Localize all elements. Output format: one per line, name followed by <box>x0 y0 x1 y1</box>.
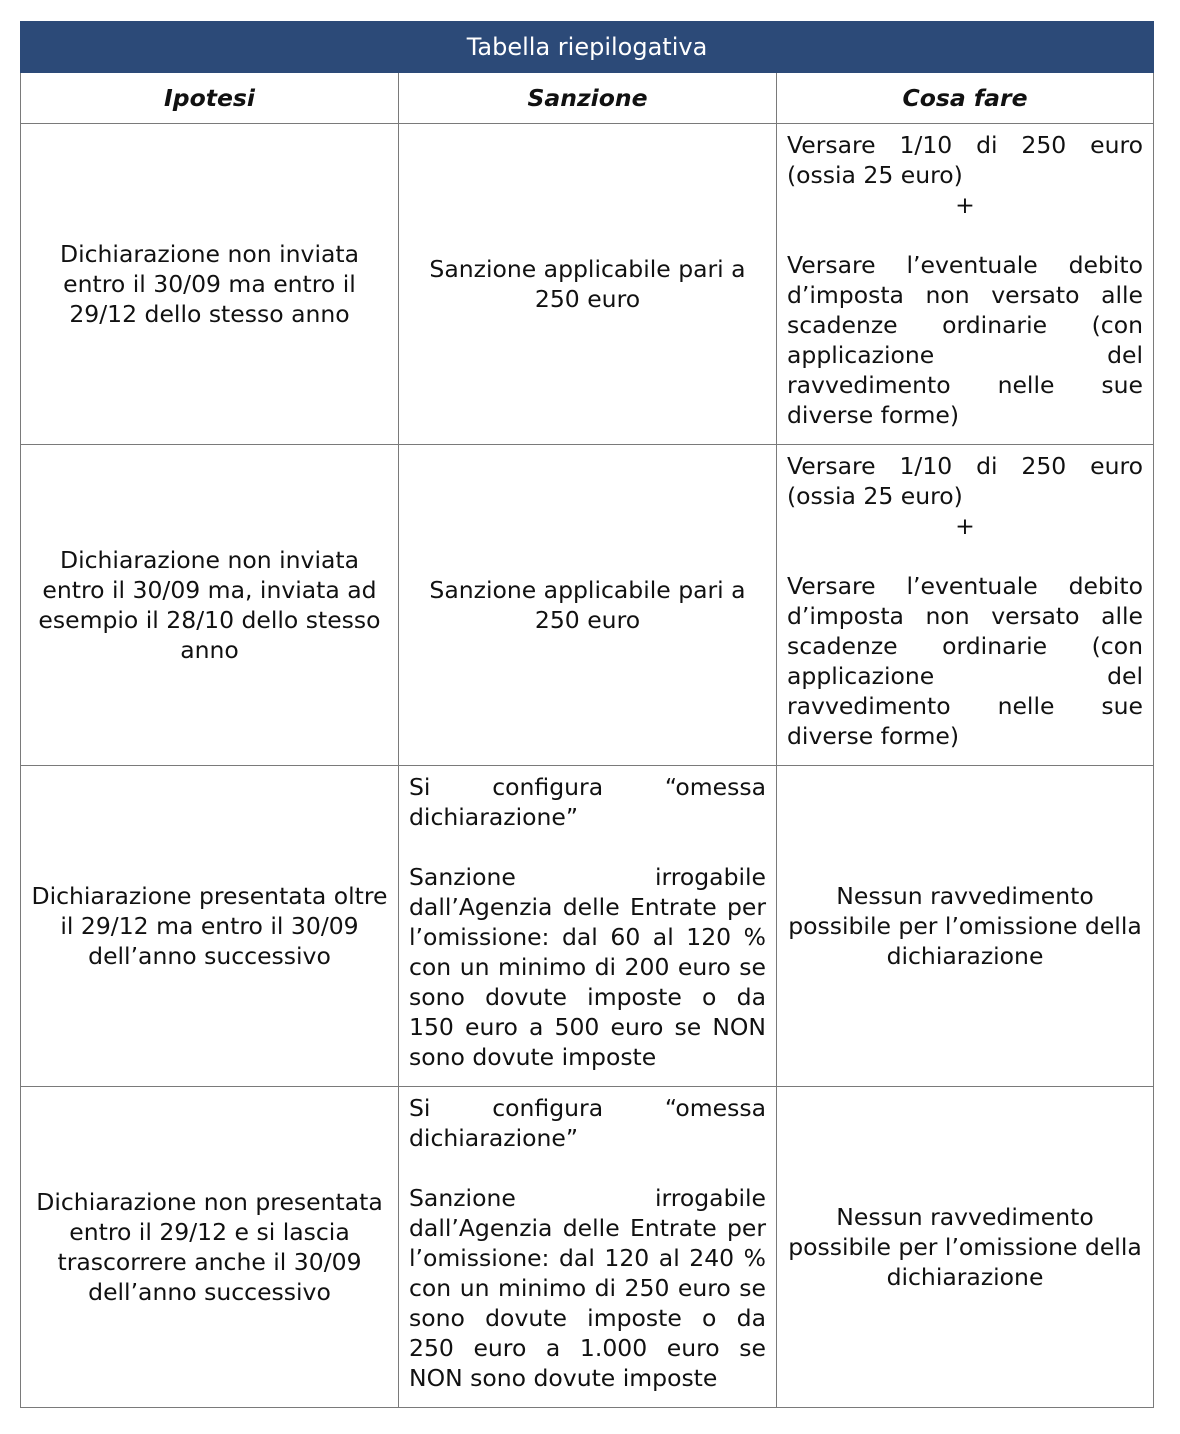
cosa-fare-cell: Nessun ravvedimento possibile per l’omissione della dichiarazione <box>777 766 1154 1087</box>
sanzione-cell: Sanzione applicabile pari a 250 euro <box>399 124 777 445</box>
cosa-fare-part1: Versare 1/10 di 250 euro (ossia 25 euro) <box>787 452 1143 510</box>
ipotesi-cell: Dichiarazione non inviata entro il 30/09 ma entro il 29/12 dello stesso anno <box>21 124 399 445</box>
sanzione-cell <box>399 766 777 1087</box>
cosa-fare-cell: Nessun ravvedimento possibile per l’omissione della dichiarazione <box>777 1087 1154 1408</box>
sanzione-cell: Sanzione applicabile pari a 250 euro <box>399 445 777 766</box>
cosa-fare-cell <box>777 124 1154 445</box>
spacer <box>787 541 1143 571</box>
header-sanzione: Sanzione <box>399 73 777 124</box>
plus-sign: + <box>955 512 975 540</box>
ipotesi-cell: Dichiarazione non presentata entro il 29/12 e si lascia trascorrere anche il 30/09 dell’anno successivo <box>21 1087 399 1408</box>
cosa-fare-cell <box>777 445 1154 766</box>
plus-sign: + <box>955 191 975 219</box>
ipotesi-cell: Dichiarazione presentata oltre il 29/12 ma entro il 30/09 dell’anno successivo <box>21 766 399 1087</box>
cosa-fare-part1: Versare 1/10 di 250 euro (ossia 25 euro) <box>787 131 1143 189</box>
spacer <box>787 220 1143 250</box>
table-row <box>21 1087 1154 1408</box>
header-cosa-fare: Cosa fare <box>777 73 1154 124</box>
cosa-fare-part2: Versare l’eventuale debito d’imposta non versato alle scadenze ordinarie (con applicazione del ravvedimento nelle sue diverse forme) <box>787 251 1143 429</box>
table-title-row <box>21 22 1154 73</box>
sanzione-part2: Sanzione irrogabile dall’Agenzia delle Entrate per l’omissione: dal 120 al 240 % con un minimo di 250 euro se sono dovute imposte o da 250 euro a 1.000 euro se NON sono dovute imposte <box>409 1184 766 1392</box>
sanzione-part1: Si configura “omessa dichiarazione” <box>409 773 766 831</box>
spacer <box>409 1153 766 1183</box>
sanzione-part2: Sanzione irrogabile dall’Agenzia delle Entrate per l’omissione: dal 60 al 120 % con un minimo di 200 euro se sono dovute imposte o da 150 euro a 500 euro se NON sono dovute imposte <box>409 863 766 1071</box>
summary-table-container <box>20 21 1153 1408</box>
table-header-row <box>21 73 1154 124</box>
header-ipotesi: Ipotesi <box>21 73 399 124</box>
summary-table <box>20 21 1154 1408</box>
table-title: Tabella riepilogativa <box>21 22 1154 73</box>
sanzione-cell <box>399 1087 777 1408</box>
table-row <box>21 445 1154 766</box>
ipotesi-cell: Dichiarazione non inviata entro il 30/09 ma, inviata ad esempio il 28/10 dello stesso anno <box>21 445 399 766</box>
sanzione-part1: Si configura “omessa dichiarazione” <box>409 1094 766 1152</box>
table-row <box>21 766 1154 1087</box>
table-row <box>21 124 1154 445</box>
cosa-fare-part2: Versare l’eventuale debito d’imposta non versato alle scadenze ordinarie (con applicazione del ravvedimento nelle sue diverse forme) <box>787 572 1143 750</box>
spacer <box>409 832 766 862</box>
